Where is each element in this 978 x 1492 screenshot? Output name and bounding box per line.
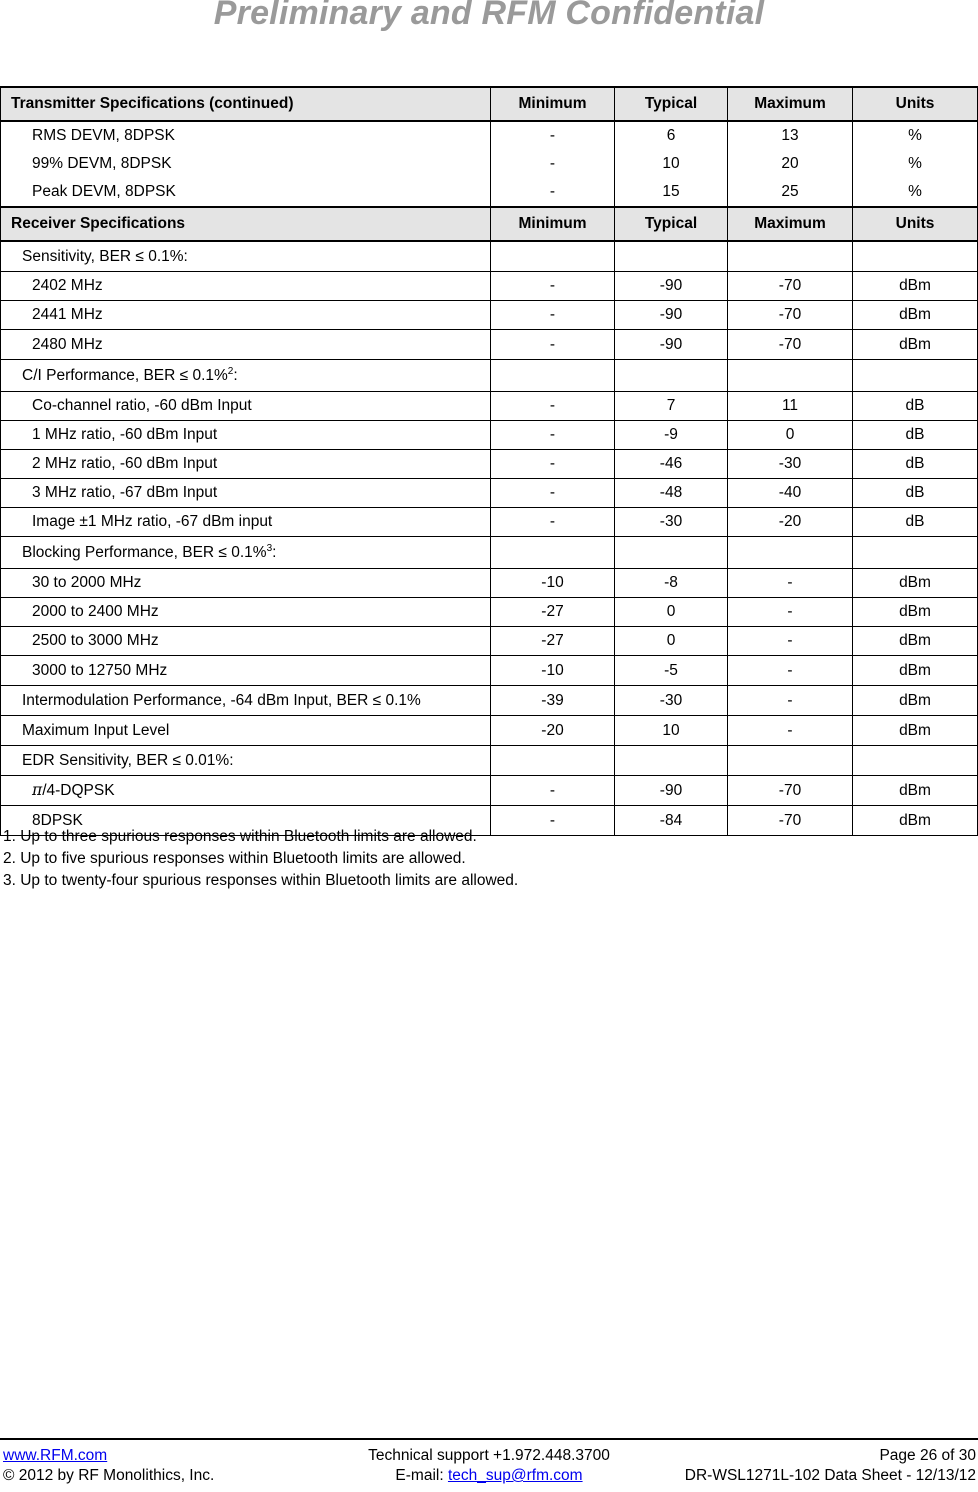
copyright: © 2012 by RF Monolithics, Inc.: [3, 1467, 215, 1484]
typ-cell: -90: [615, 776, 728, 806]
empty-cell: [728, 241, 853, 272]
min-cell: -20: [491, 716, 615, 746]
param-label: 2480 MHz: [1, 330, 491, 360]
param-label: 2000 to 2400 MHz: [1, 598, 491, 627]
website-link[interactable]: www.RFM.com: [3, 1447, 108, 1464]
table-row: [1, 776, 978, 806]
units-cell: dB: [853, 479, 978, 508]
typ-cell: 0: [615, 627, 728, 656]
blocking-label: [1, 537, 491, 569]
min-cell: -10: [491, 569, 615, 598]
units-cell: dBm: [853, 776, 978, 806]
ci-label-suffix: :: [233, 366, 238, 384]
tx-header-units: Units: [853, 87, 978, 121]
units-cell: dB: [853, 421, 978, 450]
units-cell: dB: [853, 508, 978, 537]
max-cell: 13: [728, 121, 853, 150]
typ-cell: 0: [615, 598, 728, 627]
tx-header-min: Minimum: [491, 87, 615, 121]
param-label: 2 MHz ratio, -60 dBm Input: [1, 450, 491, 479]
typ-cell: -90: [615, 301, 728, 330]
param-label: Image ±1 MHz ratio, -67 dBm input: [1, 508, 491, 537]
tx-header-max: Maximum: [728, 87, 853, 121]
max-cell: -70: [728, 776, 853, 806]
max-cell: -70: [728, 272, 853, 301]
table-row: [1, 330, 978, 360]
footer-divider: [0, 1438, 978, 1440]
max-cell: -: [728, 716, 853, 746]
table-row: [1, 301, 978, 330]
units-cell: %: [853, 178, 978, 207]
max-input-label: Maximum Input Level: [1, 716, 491, 746]
max-cell: -: [728, 598, 853, 627]
min-cell: -27: [491, 598, 615, 627]
min-cell: -: [491, 450, 615, 479]
max-cell: -: [728, 686, 853, 716]
param-label: RMS DEVM, 8DPSK: [1, 121, 491, 150]
empty-cell: [491, 537, 615, 569]
typ-cell: -9: [615, 421, 728, 450]
min-cell: -: [491, 272, 615, 301]
units-cell: dB: [853, 392, 978, 421]
min-cell: -: [491, 421, 615, 450]
min-cell: -: [491, 178, 615, 207]
sensitivity-label: Sensitivity, BER ≤ 0.1%:: [1, 241, 491, 272]
min-cell: -: [491, 121, 615, 150]
units-cell: dBm: [853, 806, 978, 836]
table-row: [1, 450, 978, 479]
param-label-text: /4-DQPSK: [42, 782, 115, 799]
intermod-row: [1, 686, 978, 716]
empty-cell: [853, 241, 978, 272]
units-cell: dBm: [853, 301, 978, 330]
min-cell: -: [491, 301, 615, 330]
param-label: Peak DEVM, 8DPSK: [1, 178, 491, 207]
rx-header-units: Units: [853, 207, 978, 241]
edr-group-row: [1, 746, 978, 776]
param-label: 1 MHz ratio, -60 dBm Input: [1, 421, 491, 450]
empty-cell: [728, 360, 853, 392]
max-cell: 25: [728, 178, 853, 207]
tx-header-typ: Typical: [615, 87, 728, 121]
empty-cell: [615, 241, 728, 272]
table-row: [1, 627, 978, 656]
min-cell: -39: [491, 686, 615, 716]
max-cell: 11: [728, 392, 853, 421]
confidential-banner: Preliminary and RFM Confidential: [213, 0, 765, 32]
typ-cell: 15: [615, 178, 728, 207]
min-cell: -: [491, 479, 615, 508]
table-row: [1, 121, 978, 150]
footnotes: [3, 826, 518, 892]
rx-header-min: Minimum: [491, 207, 615, 241]
max-cell: -20: [728, 508, 853, 537]
ci-footnote-ref: 2: [227, 365, 234, 377]
min-cell: -10: [491, 656, 615, 686]
typ-cell: 10: [615, 716, 728, 746]
param-label: 30 to 2000 MHz: [1, 569, 491, 598]
units-cell: dBm: [853, 686, 978, 716]
param-label: 2402 MHz: [1, 272, 491, 301]
email-link[interactable]: tech_sup@rfm.com: [447, 1467, 583, 1484]
table-row: [1, 598, 978, 627]
typ-cell: 6: [615, 121, 728, 150]
table-row: [1, 656, 978, 686]
edr-label: EDR Sensitivity, BER ≤ 0.01%:: [1, 746, 491, 776]
units-cell: dBm: [853, 627, 978, 656]
typ-cell: -90: [615, 272, 728, 301]
min-cell: -: [491, 392, 615, 421]
ci-label-text: C/I Performance, BER ≤ 0.1%: [22, 366, 228, 384]
blocking-label-suffix: :: [272, 543, 277, 561]
typ-cell: 7: [615, 392, 728, 421]
param-label: Co-channel ratio, -60 dBm Input: [1, 392, 491, 421]
param-label: 2441 MHz: [1, 301, 491, 330]
typ-cell: -46: [615, 450, 728, 479]
typ-cell: -8: [615, 569, 728, 598]
max-cell: -70: [728, 330, 853, 360]
param-label: 8DPSK: [1, 806, 491, 836]
footnote: 2. Up to five spurious responses within Bluetooth limits are allowed.: [3, 850, 466, 867]
ci-label: [1, 360, 491, 392]
table-row: [1, 178, 978, 207]
max-cell: -: [728, 569, 853, 598]
units-cell: dBm: [853, 330, 978, 360]
units-cell: dBm: [853, 656, 978, 686]
max-input-row: [1, 716, 978, 746]
empty-cell: [491, 746, 615, 776]
param-label: 2500 to 3000 MHz: [1, 627, 491, 656]
empty-cell: [491, 241, 615, 272]
document-id: DR-WSL1271L-102 Data Sheet - 12/13/12: [684, 1467, 976, 1484]
rx-header-max: Maximum: [728, 207, 853, 241]
param-label: 99% DEVM, 8DPSK: [1, 150, 491, 178]
support-phone: Technical support +1.972.448.3700: [368, 1447, 610, 1464]
max-cell: -70: [728, 301, 853, 330]
param-label: 3000 to 12750 MHz: [1, 656, 491, 686]
max-cell: 20: [728, 150, 853, 178]
blocking-label-text: Blocking Performance, BER ≤ 0.1%: [22, 543, 267, 561]
units-cell: dBm: [853, 716, 978, 746]
table-row: [1, 150, 978, 178]
table-row: [1, 508, 978, 537]
typ-cell: -48: [615, 479, 728, 508]
rx-header-row: [1, 207, 978, 241]
empty-cell: [615, 537, 728, 569]
tx-header-label: Transmitter Specifications (continued): [1, 87, 491, 121]
max-cell: -40: [728, 479, 853, 508]
param-label: [1, 776, 491, 806]
typ-cell: -90: [615, 330, 728, 360]
typ-cell: -30: [615, 508, 728, 537]
max-cell: 0: [728, 421, 853, 450]
typ-cell: -84: [615, 806, 728, 836]
empty-cell: [853, 537, 978, 569]
empty-cell: [728, 537, 853, 569]
min-cell: -: [491, 508, 615, 537]
sensitivity-group-row: [1, 241, 978, 272]
units-cell: dB: [853, 450, 978, 479]
table-row: [1, 479, 978, 508]
min-cell: -: [491, 150, 615, 178]
max-cell: -: [728, 656, 853, 686]
empty-cell: [853, 360, 978, 392]
max-cell: -: [728, 627, 853, 656]
typ-cell: -30: [615, 686, 728, 716]
typ-cell: 10: [615, 150, 728, 178]
param-label: 3 MHz ratio, -67 dBm Input: [1, 479, 491, 508]
table-row: [1, 272, 978, 301]
units-cell: dBm: [853, 569, 978, 598]
min-cell: -: [491, 776, 615, 806]
min-cell: -27: [491, 627, 615, 656]
rx-header-typ: Typical: [615, 207, 728, 241]
intermod-label: Intermodulation Performance, -64 dBm Input, BER ≤ 0.1%: [1, 686, 491, 716]
email-label: E-mail:: [395, 1467, 448, 1484]
typ-cell: -5: [615, 656, 728, 686]
empty-cell: [615, 746, 728, 776]
pi-symbol: π: [32, 781, 43, 799]
units-cell: dBm: [853, 598, 978, 627]
units-cell: %: [853, 150, 978, 178]
tx-header-row: [1, 87, 978, 121]
max-cell: -30: [728, 450, 853, 479]
empty-cell: [491, 360, 615, 392]
table-row: [1, 392, 978, 421]
table-row: [1, 421, 978, 450]
footnote: 3. Up to twenty-four spurious responses within Bluetooth limits are allowed.: [3, 872, 519, 889]
empty-cell: [615, 360, 728, 392]
rx-header-label: Receiver Specifications: [1, 207, 491, 241]
empty-cell: [728, 746, 853, 776]
units-cell: %: [853, 121, 978, 150]
max-cell: -70: [728, 806, 853, 836]
units-cell: dBm: [853, 272, 978, 301]
blocking-group-row: [1, 537, 978, 569]
blocking-footnote-ref: 3: [266, 542, 273, 554]
ci-group-row: [1, 360, 978, 392]
table-row: [1, 569, 978, 598]
page-number: Page 26 of 30: [879, 1447, 976, 1464]
spec-table: [0, 86, 978, 836]
footnote: 1. Up to three spurious responses within Bluetooth limits are allowed.: [3, 828, 477, 845]
empty-cell: [853, 746, 978, 776]
min-cell: -: [491, 806, 615, 836]
min-cell: -: [491, 330, 615, 360]
